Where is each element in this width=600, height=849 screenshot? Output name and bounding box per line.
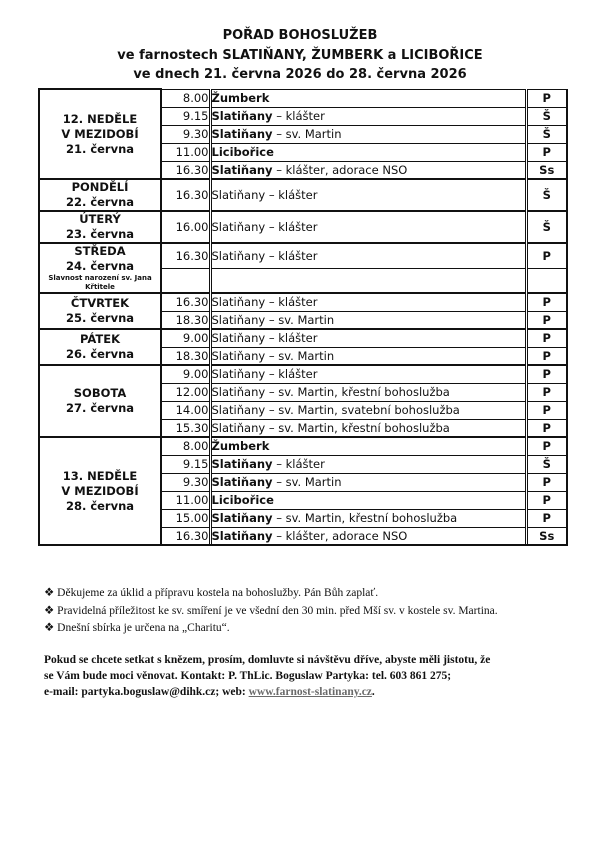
service-place: Slatiňany bbox=[211, 162, 273, 177]
service-language-code: P bbox=[527, 293, 567, 311]
service-place: Licibořice bbox=[211, 493, 274, 507]
service-language-code: P bbox=[527, 311, 567, 329]
service-language-code: P bbox=[527, 437, 567, 455]
day-cell bbox=[39, 211, 161, 243]
service-time: 14.00 bbox=[161, 401, 209, 419]
contact-line: se Vám bude moci věnovat. Kontakt: P. ThLic. Boguslaw Partyka: tel. 603 861 275; bbox=[44, 670, 452, 682]
service-description bbox=[211, 419, 525, 437]
day-note: Slavnost narození sv. Jana Křtitele bbox=[48, 274, 152, 291]
service-language-code: Š bbox=[527, 107, 567, 125]
service-time: 9.30 bbox=[161, 473, 209, 491]
service-detail: Slatiňany – klášter bbox=[211, 188, 318, 202]
service-place: Žumberk bbox=[211, 91, 270, 105]
schedule-row bbox=[39, 293, 567, 311]
day-name: SOBOTA bbox=[73, 386, 127, 400]
service-language-code: P bbox=[527, 383, 567, 401]
schedule-body bbox=[39, 89, 567, 545]
service-language-code: P bbox=[527, 347, 567, 365]
day-date: 22. června bbox=[65, 195, 135, 209]
service-language-code: Ss bbox=[527, 527, 567, 545]
service-description bbox=[211, 527, 525, 545]
service-detail: – sv. Martin, křestní bohoslužba bbox=[272, 511, 458, 525]
website-link[interactable]: www.farnost-slatinany.cz bbox=[248, 686, 372, 698]
day-cell bbox=[39, 329, 161, 365]
service-description bbox=[211, 383, 525, 401]
day-name: ČTVRTEK bbox=[70, 296, 130, 310]
service-time: 18.30 bbox=[161, 347, 209, 365]
service-language-code: Š bbox=[527, 125, 567, 143]
service-language-code: P bbox=[527, 509, 567, 527]
service-language-code: P bbox=[527, 365, 567, 383]
service-detail: – klášter, adorace NSO bbox=[272, 528, 408, 543]
day-date: 28. června bbox=[65, 498, 135, 513]
service-time: 12.00 bbox=[161, 383, 209, 401]
service-time: 9.15 bbox=[161, 455, 209, 473]
service-description bbox=[211, 107, 525, 125]
service-description bbox=[211, 401, 525, 419]
notes-section bbox=[44, 585, 574, 638]
service-place: Slatiňany bbox=[211, 127, 273, 141]
service-language-code: P bbox=[527, 243, 567, 268]
service-language-code: P bbox=[527, 89, 567, 107]
day-date: 23. června bbox=[65, 227, 135, 241]
service-description bbox=[211, 125, 525, 143]
service-description bbox=[211, 311, 525, 329]
service-detail: Slatiňany – klášter bbox=[211, 220, 318, 234]
service-time: 16.30 bbox=[161, 179, 209, 211]
schedule-row bbox=[39, 179, 567, 211]
service-time: 8.00 bbox=[161, 437, 209, 455]
day-cell bbox=[39, 365, 161, 437]
service-description bbox=[211, 455, 525, 473]
day-name: 13. NEDĚLE V MEZIDOBÍ bbox=[61, 468, 139, 498]
service-description bbox=[211, 89, 525, 107]
service-time: 11.00 bbox=[161, 143, 209, 161]
service-time: 15.30 bbox=[161, 419, 209, 437]
note-item: ❖ Děkujeme za úklid a přípravu kostela na bohoslužby. Pán Bůh zaplať. bbox=[44, 587, 379, 599]
service-language-code: Š bbox=[527, 455, 567, 473]
day-name: 12. NEDĚLE V MEZIDOBÍ bbox=[61, 111, 139, 141]
service-time: 16.30 bbox=[161, 243, 209, 268]
schedule-row bbox=[39, 89, 567, 107]
contact-links-line bbox=[44, 684, 574, 700]
service-detail: Slatiňany – klášter bbox=[211, 367, 318, 382]
email-label: e-mail: bbox=[44, 686, 82, 698]
day-cell bbox=[39, 179, 161, 211]
contact-section bbox=[44, 652, 574, 700]
day-cell bbox=[39, 89, 161, 179]
service-detail: Slatiňany – klášter bbox=[211, 295, 318, 310]
service-place: Licibořice bbox=[211, 145, 274, 159]
service-time: 11.00 bbox=[161, 491, 209, 509]
service-time: 9.30 bbox=[161, 125, 209, 143]
service-place: Žumberk bbox=[211, 439, 270, 454]
service-language-code: Š bbox=[527, 179, 567, 211]
schedule-row bbox=[39, 365, 567, 383]
service-language-code: P bbox=[527, 329, 567, 347]
service-description bbox=[211, 491, 525, 509]
service-place: Slatiňany bbox=[211, 109, 273, 123]
contact-end: . bbox=[371, 686, 375, 698]
service-time: 15.00 bbox=[161, 509, 209, 527]
service-time: 9.00 bbox=[161, 329, 209, 347]
service-detail: – klášter bbox=[272, 109, 325, 123]
service-description bbox=[211, 347, 525, 365]
service-description bbox=[211, 268, 525, 293]
service-detail: Slatiňany – sv. Martin, svatební bohoslužba bbox=[211, 403, 460, 417]
day-date: 27. června bbox=[65, 401, 135, 415]
service-description bbox=[211, 509, 525, 527]
service-time: 16.30 bbox=[161, 527, 209, 545]
day-date: 21. června bbox=[65, 141, 135, 156]
schedule-row bbox=[39, 329, 567, 347]
service-time: 16.30 bbox=[161, 293, 209, 311]
service-place: Slatiňany bbox=[211, 511, 273, 525]
service-description bbox=[211, 329, 525, 347]
contact-line: Pokud se chcete setkat s knězem, prosím, domluvte si návštěvu dříve, abyste měli jistotu, že bbox=[44, 654, 491, 666]
service-place: Slatiňany bbox=[211, 475, 273, 489]
day-cell bbox=[39, 293, 161, 329]
day-date: 24. června bbox=[65, 259, 135, 273]
service-detail: Slatiňany – klášter bbox=[211, 331, 318, 346]
document-header bbox=[0, 26, 600, 84]
service-time: 9.00 bbox=[161, 365, 209, 383]
service-language-code: P bbox=[527, 401, 567, 419]
service-detail: Slatiňany – sv. Martin, křestní bohoslužba bbox=[211, 420, 450, 435]
day-name: STŘEDA bbox=[74, 244, 126, 258]
schedule-row bbox=[39, 211, 567, 243]
service-description bbox=[211, 211, 525, 243]
day-name: PÁTEK bbox=[80, 332, 120, 346]
service-time: 18.30 bbox=[161, 311, 209, 329]
service-description bbox=[211, 179, 525, 211]
service-detail: Slatiňany – sv. Martin bbox=[211, 312, 335, 327]
service-detail: Slatiňany – sv. Martin, křestní bohoslužba bbox=[211, 385, 450, 399]
document-date-range: ve dnech 21. června 2026 do 28. června 2026 bbox=[133, 67, 467, 82]
service-description bbox=[211, 293, 525, 311]
web-label: ; web: bbox=[215, 686, 249, 698]
service-place: Slatiňany bbox=[211, 457, 273, 471]
day-cell bbox=[39, 243, 161, 293]
service-language-code: P bbox=[527, 419, 567, 437]
schedule-row bbox=[39, 243, 567, 268]
service-description bbox=[211, 365, 525, 383]
note-item: ❖ Pravidelná příležitost ke sv. smíření je ve všední den 30 min. před Mší sv. v kostele sv. Martina. bbox=[44, 604, 498, 617]
service-time bbox=[161, 268, 209, 293]
note-item: ❖ Dnešní sbírka je určena na „Charitu“. bbox=[44, 622, 230, 634]
day-name: PONDĚLÍ bbox=[71, 180, 129, 194]
service-detail: Slatiňany – klášter bbox=[211, 248, 318, 263]
document-title: POŘAD BOHOSLUŽEB bbox=[222, 28, 378, 43]
service-description bbox=[211, 243, 525, 268]
service-description bbox=[211, 161, 525, 179]
service-time: 16.30 bbox=[161, 161, 209, 179]
service-description bbox=[211, 437, 525, 455]
service-description bbox=[211, 473, 525, 491]
service-language-code: P bbox=[527, 491, 567, 509]
service-detail: – sv. Martin bbox=[272, 127, 342, 141]
service-time: 8.00 bbox=[161, 89, 209, 107]
schedule-row bbox=[39, 437, 567, 455]
service-time: 16.00 bbox=[161, 211, 209, 243]
email-address[interactable]: partyka.boguslaw@dihk.cz bbox=[81, 686, 216, 698]
service-detail: – sv. Martin bbox=[272, 475, 342, 489]
document-subtitle: ve farnostech SLATIŇANY, ŽUMBERK a LICIBOŘICE bbox=[117, 48, 483, 63]
service-language-code: Š bbox=[527, 211, 567, 243]
service-language-code: Ss bbox=[527, 161, 567, 179]
mass-schedule-table bbox=[38, 88, 568, 546]
service-description bbox=[211, 143, 525, 161]
service-time: 9.15 bbox=[161, 107, 209, 125]
service-place: Slatiňany bbox=[211, 528, 273, 543]
service-detail: – klášter bbox=[272, 457, 325, 471]
service-detail: Slatiňany – sv. Martin bbox=[211, 348, 335, 363]
service-language-code: P bbox=[527, 143, 567, 161]
day-date: 25. června bbox=[65, 311, 135, 325]
service-language-code bbox=[527, 268, 567, 293]
service-detail: – klášter, adorace NSO bbox=[272, 162, 408, 177]
service-language-code: P bbox=[527, 473, 567, 491]
day-name: ÚTERÝ bbox=[79, 212, 121, 226]
day-date: 26. června bbox=[65, 347, 135, 361]
day-cell bbox=[39, 437, 161, 545]
